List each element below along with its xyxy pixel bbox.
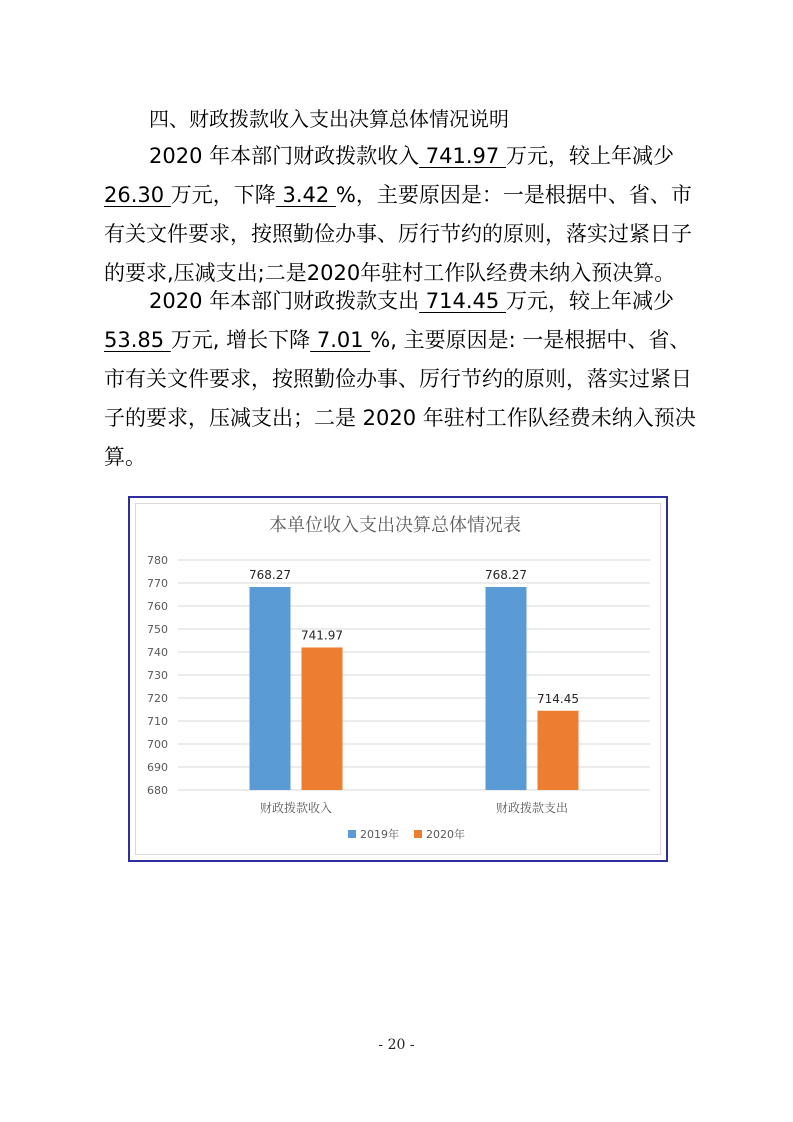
revenue-decrease-percent: 3.42	[275, 183, 336, 207]
y-tick-label: 770	[147, 577, 168, 590]
bar	[250, 587, 291, 790]
paragraph-line: 市有关文件要求，按照勤俭办事、厉行节约的原则，落实过紧日	[104, 367, 692, 391]
y-tick-label: 700	[147, 738, 168, 751]
paragraph-line	[104, 137, 694, 176]
text-span: 万元，较上年减少	[505, 289, 674, 313]
paragraph-expenditure	[104, 282, 694, 477]
revenue-amount: 741.97	[419, 144, 506, 168]
bar	[486, 587, 527, 790]
text-span: 万元, 增长下降	[170, 328, 311, 352]
page-number: - 20 -	[378, 1037, 415, 1053]
y-tick-label: 760	[147, 600, 168, 613]
legend-label: 2020年	[426, 828, 465, 841]
legend-swatch	[414, 830, 422, 838]
paragraph-line: 的要求,压减支出;二是2020年驻村工作队经费未纳入预决算。	[104, 261, 676, 285]
text-span: %，主要原因是：一是根据中、省、市	[335, 183, 692, 207]
text-span: 万元，较上年减少	[505, 144, 674, 168]
x-category-label: 财政拨款收入	[259, 801, 333, 815]
paragraph-line	[104, 321, 694, 360]
bar	[302, 647, 343, 790]
bar-chart	[130, 498, 666, 860]
text-span: 万元，下降	[170, 183, 276, 207]
y-tick-label: 710	[147, 715, 168, 728]
paragraph-line: 子的要求，压减支出；二是 2020 年驻村工作队经费未纳入预决	[104, 406, 696, 430]
x-category-label: 财政拨款支出	[495, 801, 569, 815]
section-heading: 四、财政拨款收入支出决算总体情况说明	[149, 107, 509, 131]
y-tick-label: 690	[147, 761, 168, 774]
legend-swatch	[348, 830, 356, 838]
revenue-decrease-amount: 26.30	[104, 183, 171, 207]
data-label: 768.27	[485, 567, 527, 582]
y-tick-label: 780	[147, 554, 168, 567]
paragraph-line	[104, 282, 694, 321]
text-span: 2020 年本部门财政拨款支出	[149, 289, 420, 313]
y-tick-label: 680	[147, 784, 168, 797]
expenditure-decrease-amount: 53.85	[104, 328, 171, 352]
paragraph-line: 有关文件要求，按照勤俭办事、厉行节约的原则，落实过紧日子	[104, 222, 692, 246]
paragraph-revenue	[104, 137, 694, 293]
paragraph-line: 算。	[104, 445, 146, 469]
expenditure-decrease-percent: 7.01	[310, 328, 371, 352]
data-label: 768.27	[249, 567, 291, 582]
y-tick-label: 730	[147, 669, 168, 682]
chart-frame	[128, 496, 668, 862]
paragraph-line	[104, 176, 694, 215]
expenditure-amount: 714.45	[419, 289, 506, 313]
y-tick-label: 720	[147, 692, 168, 705]
y-tick-label: 740	[147, 646, 168, 659]
y-tick-label: 750	[147, 623, 168, 636]
legend-label: 2019年	[360, 828, 399, 841]
chart-title: 本单位收入支出决算总体情况表	[269, 515, 521, 536]
text-span: 2020 年本部门财政拨款收入	[149, 144, 420, 168]
data-label: 714.45	[537, 691, 579, 706]
data-label: 741.97	[301, 628, 343, 643]
bar	[538, 711, 579, 790]
text-span: %, 主要原因是: 一是根据中、省、	[370, 328, 691, 352]
